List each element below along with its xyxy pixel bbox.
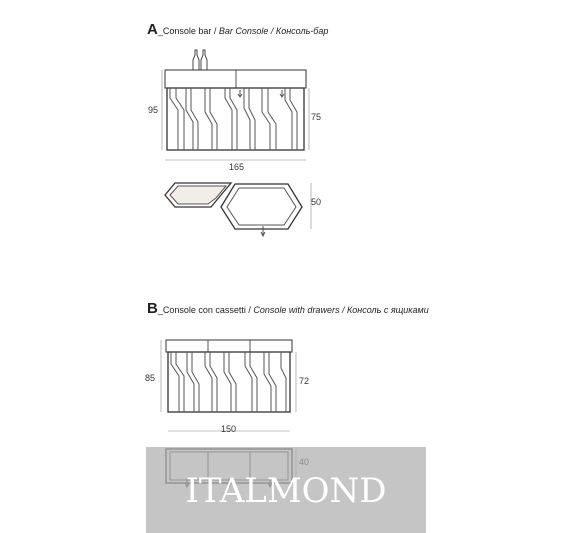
dim-a-height-body: 75 xyxy=(311,112,322,122)
section-a-letter: A xyxy=(147,21,158,38)
dim-b-height-total: 85 xyxy=(145,373,156,383)
console-drawers-front-view xyxy=(161,340,296,431)
watermark-overlay xyxy=(146,447,426,533)
console-bar-top-view xyxy=(165,183,311,236)
section-a-label: _Console bar / xyxy=(157,26,219,36)
bottle-icon xyxy=(201,50,207,70)
watermark-text: ITALMOND xyxy=(185,471,387,511)
section-b-label-italic: Console with drawers / Консоль с ящиками xyxy=(253,305,429,315)
dim-b-width: 150 xyxy=(221,424,237,434)
bottle-icon xyxy=(193,50,199,70)
dim-a-depth: 50 xyxy=(311,197,322,207)
section-b-label: _Console con cassetti / xyxy=(157,305,254,315)
dim-a-width: 165 xyxy=(229,162,245,172)
console-bar-front-view xyxy=(162,50,309,160)
section-b-letter: B xyxy=(147,300,158,317)
section-a-label-italic: Bar Console / Консоль-бар xyxy=(218,26,329,36)
dim-b-height-body: 72 xyxy=(299,376,310,386)
dim-a-height-total: 95 xyxy=(148,105,159,115)
